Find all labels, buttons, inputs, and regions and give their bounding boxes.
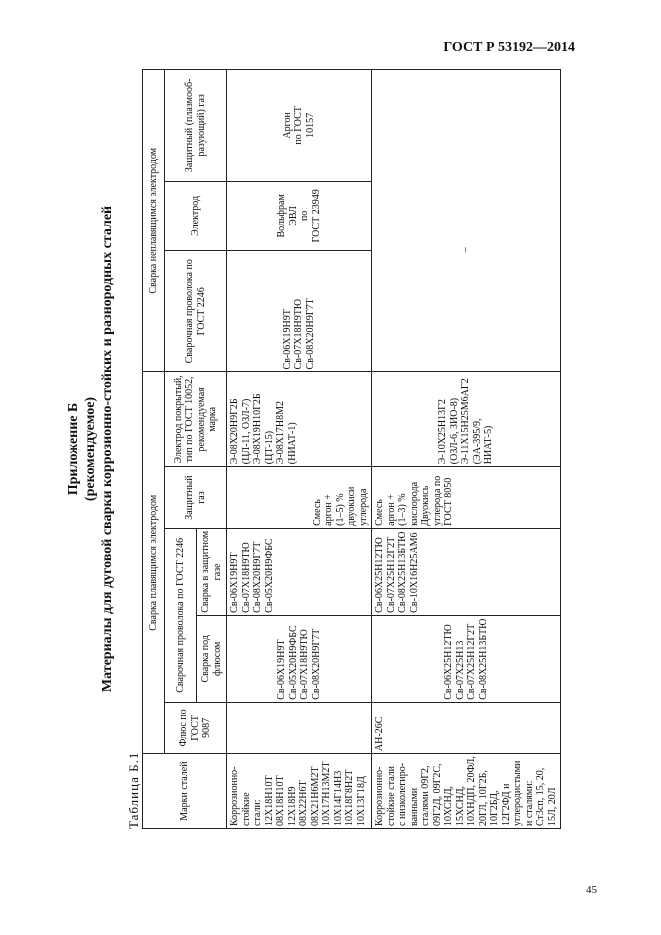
gas-cell [227, 467, 372, 529]
col-tig-wire: Сварочная проволока по ГОСТ 2246 [165, 251, 227, 372]
col-wire-flux: Сварка под флюсом [197, 615, 227, 702]
cell-line: Св-08Х20Н9Г7Т [304, 298, 316, 370]
cell-line: Коррозионно- [374, 766, 385, 826]
cell-line: Св-06Х25Н12ТЮ [374, 537, 385, 613]
cell-line: с низколегиро- [397, 762, 408, 826]
cell-line: Св-06Х25Н12ТЮ [443, 624, 454, 700]
cell-line: 12Г2ФД и [500, 783, 512, 826]
cell-line: (1–5) % [334, 493, 346, 526]
cell-line: кислорода [408, 481, 420, 526]
cell-line: Коррозионно- [229, 766, 240, 826]
cell-line: аргон + [323, 494, 334, 526]
cell-line: Э-08Х19Н10Г2Б [252, 393, 263, 465]
col-steel-grade: Марки сталей [143, 754, 227, 829]
col-nonconsumable: Сварка неплавящимся электродом [143, 70, 165, 372]
cell-line: 15Л, 20Л [546, 787, 558, 826]
cell-line: Св-07Х25Н12Г2Т [466, 623, 477, 700]
cell-line: Св-06Х19Н9Т [281, 309, 293, 370]
cell-line: 10ХСНД, [443, 785, 454, 826]
cell-line: Двуокись [420, 485, 431, 526]
cell-line: Св-08Х25Н13БТЮ [397, 531, 408, 613]
cell-line: НИАТ-5) [483, 425, 495, 465]
steels-cell [372, 754, 561, 829]
cell-line: 15ХСНД, [454, 785, 466, 826]
cell-line: 08Х18Н10Т [275, 775, 286, 826]
cell-line: ГОСТ 23949 [310, 189, 322, 243]
cell-line: (НИАТ-1) [286, 422, 298, 465]
standard-header: ГОСТ Р 53192—2014 [443, 40, 575, 55]
cell-line: Св-08Х20Н9Г7Т [252, 541, 263, 613]
col-flux: Флюс по ГОСТ 9087 [165, 702, 227, 753]
cell-line: Смесь [374, 499, 385, 526]
wire-flux-cell [372, 615, 561, 702]
cell-line: Э-08Х20Н9Г2Б [229, 398, 240, 465]
page-number: 45 [586, 884, 597, 896]
cell-line: 10Г2БД, [489, 790, 500, 826]
table-row [372, 70, 561, 829]
electrode-cell [227, 372, 372, 467]
cell-line: 10Х18Г8Н2Т [344, 769, 355, 826]
col-tig-gas: Защитный (плазмооб-разующий) газ [165, 70, 227, 182]
col-consumable: Сварка плавящимся электродом [143, 372, 165, 754]
cell-line: (ОЗЛ-6, ЗИО-8) [448, 397, 460, 465]
flux-cell: АН-26С [372, 702, 561, 753]
cell-line: 12Х18Н10Т [263, 775, 275, 826]
steels-cell [227, 754, 372, 829]
cell-line: 10157 [304, 112, 316, 138]
cell-line: 20ГЛ, 10Г2Б, [477, 770, 489, 826]
cell-line: стойкие [240, 792, 252, 826]
cell-line: 12Х18Н9 [286, 786, 298, 826]
cell-line: углерода [357, 488, 369, 526]
cell-line: Э-08Х17Н8М2 [275, 400, 286, 465]
appendix-title: Приложение Б [66, 402, 81, 496]
cell-line: и сталями: [523, 780, 535, 826]
cell-line: ванными [408, 787, 420, 826]
cell-line: Св-07Х18Н9ТЮ [240, 542, 252, 613]
cell-line: ЭВЛ [287, 206, 299, 226]
cell-line: Св-05Х20Н9ФБС [263, 538, 275, 613]
cell-line: ГОСТ 8050 [443, 477, 454, 526]
tig-electrode-cell [227, 181, 372, 250]
wire-gas-cell [227, 528, 372, 615]
cell-line: сталями 09Г2, [420, 765, 431, 826]
col-wire: Сварочная проволока по ГОСТ 2246 [165, 528, 197, 702]
cell-line: Св-05Х20Н9ФБС [287, 625, 299, 700]
cell-line: Св-08Х20Н9Г7Т [310, 628, 322, 700]
cell-line: (ЦЛ-11, ОЗЛ-7) [240, 398, 252, 465]
cell-line: 10Х14Г14Н3 [332, 770, 344, 826]
cell-line: Э-11Х15Н25М6АГ2 [460, 378, 472, 465]
cell-line: по [299, 210, 310, 222]
cell-line: Э-10Х25Н13Г2 [437, 399, 449, 465]
cell-line: 08Х21Н6М2Т [309, 766, 321, 826]
cell-line: углерода по [431, 475, 443, 526]
cell-line: (ЦТ-15) [263, 430, 275, 465]
cell-line: Св-06Х19Н9Т [229, 552, 240, 613]
cell-line: двуокиси [346, 486, 357, 526]
cell-line: 10Х13Г18Д [355, 776, 367, 826]
cell-line: аргон + [385, 494, 397, 526]
table-row [227, 70, 372, 829]
cell-line: 10ХНДП, 20ФЛ, [466, 756, 477, 826]
wire-flux-cell [227, 615, 372, 702]
col-tig-electrode: Электрод [165, 181, 227, 250]
table-caption: Таблица Б.1 [126, 751, 141, 829]
cell-line: 10Х17Н13М2Т [321, 761, 332, 826]
merged-dash-cell: – [372, 70, 561, 372]
cell-line: Св-07Х25Н12Г2Т [385, 536, 397, 613]
electrode-cell [372, 372, 561, 467]
materials-table [142, 69, 561, 829]
cell-line: (ЭА-395/9, [471, 418, 483, 465]
cell-line: углеродистыми [512, 760, 523, 826]
cell-line: 08Х22Н6Т [298, 780, 309, 826]
cell-line: Св-10Х16Н25АМ6 [408, 532, 420, 613]
tig-wire-cell [227, 251, 372, 372]
cell-line: Смесь [311, 499, 323, 526]
col-wire-gas: Сварка в защитном газе [197, 528, 227, 615]
cell-line: Св-07Х25Н13 [454, 640, 466, 700]
cell-line: Св-07Х18Н9ТЮ [293, 298, 305, 370]
cell-line: Аргон [281, 112, 293, 139]
appendix-status: (рекомендуемое) [83, 396, 98, 502]
cell-line: Вольфрам [276, 194, 287, 238]
wire-gas-cell [372, 528, 561, 615]
cell-line: (1–3) % [397, 493, 408, 526]
cell-line: стойкие стали [385, 766, 397, 826]
col-electrode: Электрод покрытый, тип по ГОСТ 10052, рекомендуемая марка [165, 372, 227, 467]
flux-cell [227, 702, 372, 753]
cell-line: Св-07Х18Н9ТЮ [299, 629, 310, 700]
tig-gas-cell [227, 70, 372, 182]
cell-line: Св-08Х25Н13БТЮ [477, 618, 489, 700]
col-gas: Защитный газ [165, 467, 227, 529]
cell-line: Ст3сп, 15, 20, [535, 767, 546, 826]
gas-cell [372, 467, 561, 529]
rotated-content [66, 69, 558, 829]
cell-line: Св-06Х19Н9Т [276, 639, 287, 700]
cell-line: стали: [252, 799, 263, 826]
cell-line: по ГОСТ [293, 106, 305, 145]
cell-line: 09Г2Д, 09Г2С, [431, 763, 443, 826]
appendix-subtitle: Материалы для дуговой сварки коррозионно-стойких и разнородных сталей [100, 205, 115, 693]
